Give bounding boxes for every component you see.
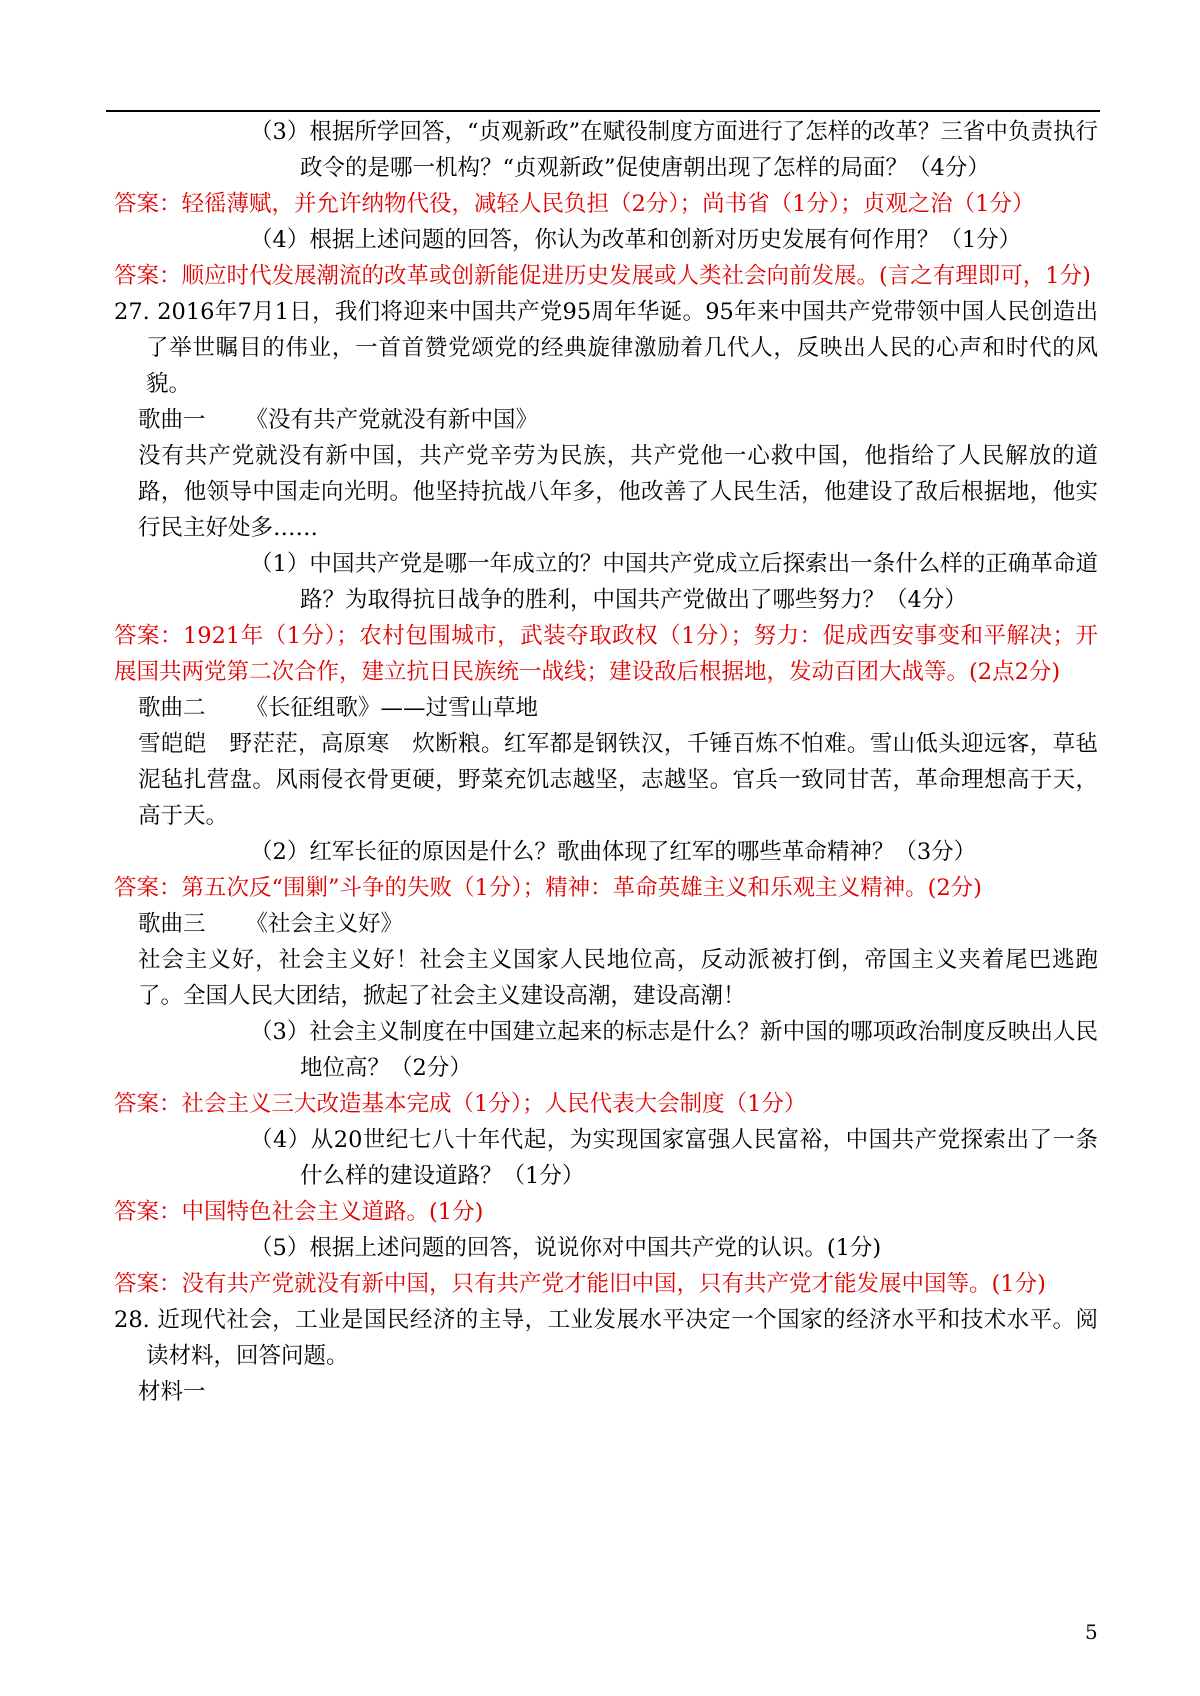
document-body <box>114 114 1098 1410</box>
q27-answer4: 答案：中国特色社会主义道路。(1分) <box>114 1199 484 1225</box>
q27-song2-heading <box>114 690 1098 726</box>
song3-label: 歌曲三 <box>138 911 206 937</box>
song2-title: 《长征组歌》——过雪山草地 <box>245 695 539 721</box>
q27-song3-lyrics: 社会主义好，社会主义好！社会主义国家人民地位高，反动派被打倒，帝国主义夹着尾巴逃跑了。全国人民大团结，掀起了社会主义建设高潮，建设高潮！ <box>138 947 1098 1009</box>
song1-label: 歌曲一 <box>138 407 206 433</box>
q27-sub2: （2）红军长征的原因是什么？歌曲体现了红军的哪些革命精神？（3分） <box>250 839 977 865</box>
q28-stem: 28. 近现代社会，工业是国民经济的主导，工业发展水平决定一个国家的经济水平和技术水平。阅读材料，回答问题。 <box>114 1307 1098 1369</box>
q27-answer1: 答案：1921年（1分）；农村包围城市，武装夺取政权（1分）；努力：促成西安事变和平解决；开展国共两党第二次合作，建立抗日民族统一战线；建设敌后根据地，发动百团大战等。(2点2分) <box>114 623 1098 685</box>
q28-material1-label: 材料一 <box>138 1379 206 1405</box>
q27-stem: 27. 2016年7月1日，我们将迎来中国共产党95周年华诞。95年来中国共产党带领中国人民创造出了举世瞩目的伟业，一首首赞党颂党的经典旋律激励着几代人，反映出人民的心声和时代的风貌。 <box>114 299 1098 397</box>
q27-answer2: 答案：第五次反“围剿”斗争的失败（1分）；精神：革命英雄主义和乐观主义精神。(2分) <box>114 875 982 901</box>
q26-answer3: 答案：轻徭薄赋，并允许纳物代役，减轻人民负担（2分）；尚书省（1分）；贞观之治（1分） <box>114 191 1035 217</box>
header-rule <box>106 110 1100 112</box>
song3-title: 《社会主义好》 <box>245 911 404 937</box>
q26-sub3: （3）根据所学回答，“贞观新政”在赋役制度方面进行了怎样的改革？三省中负责执行政令的是哪一机构？“贞观新政”促使唐朝出现了怎样的局面？（4分） <box>250 119 1098 181</box>
q27-song1-lyrics: 没有共产党就没有新中国，共产党辛劳为民族，共产党他一心救中国，他指给了人民解放的道路，他领导中国走向光明。他坚持抗战八年多，他改善了人民生活，他建设了敌后根据地，他实行民主好处多…… <box>138 443 1098 541</box>
q27-sub5: （5）根据上述问题的回答，说说你对中国共产党的认识。(1分) <box>250 1235 882 1261</box>
q27-answer3: 答案：社会主义三大改造基本完成（1分）；人民代表大会制度（1分） <box>114 1091 807 1117</box>
q26-sub4: （4）根据上述问题的回答，你认为改革和创新对历史发展有何作用？（1分） <box>250 227 1022 253</box>
page-number: 5 <box>1085 1620 1098 1644</box>
q27-song2-lyrics: 雪皑皑 野茫茫，高原寒 炊断粮。红军都是钢铁汉，千锤百炼不怕难。雪山低头迎远客，草毡泥毡扎营盘。风雨侵衣骨更硬，野菜充饥志越坚，志越坚。官兵一致同甘苦，革命理想高于天，高于天。 <box>138 731 1098 829</box>
q27-song3-heading <box>114 906 1098 942</box>
q27-song1-heading <box>114 402 1098 438</box>
q26-answer4: 答案：顺应时代发展潮流的改革或创新能促进历史发展或人类社会向前发展。(言之有理即可，1分) <box>114 263 1091 289</box>
q27-sub3: （3）社会主义制度在中国建立起来的标志是什么？新中国的哪项政治制度反映出人民地位高？（2分） <box>250 1019 1098 1081</box>
q27-sub1: （1）中国共产党是哪一年成立的？中国共产党成立后探索出一条什么样的正确革命道路？为取得抗日战争的胜利，中国共产党做出了哪些努力？（4分） <box>250 551 1098 613</box>
q27-answer5: 答案：没有共产党就没有新中国，只有共产党才能旧中国，只有共产党才能发展中国等。(1分) <box>114 1271 1046 1297</box>
song2-label: 歌曲二 <box>138 695 206 721</box>
q27-sub4: （4）从20世纪七八十年代起，为实现国家富强人民富裕，中国共产党探索出了一条什么样的建设道路？（1分） <box>250 1127 1098 1189</box>
song1-title: 《没有共产党就没有新中国》 <box>245 407 539 433</box>
